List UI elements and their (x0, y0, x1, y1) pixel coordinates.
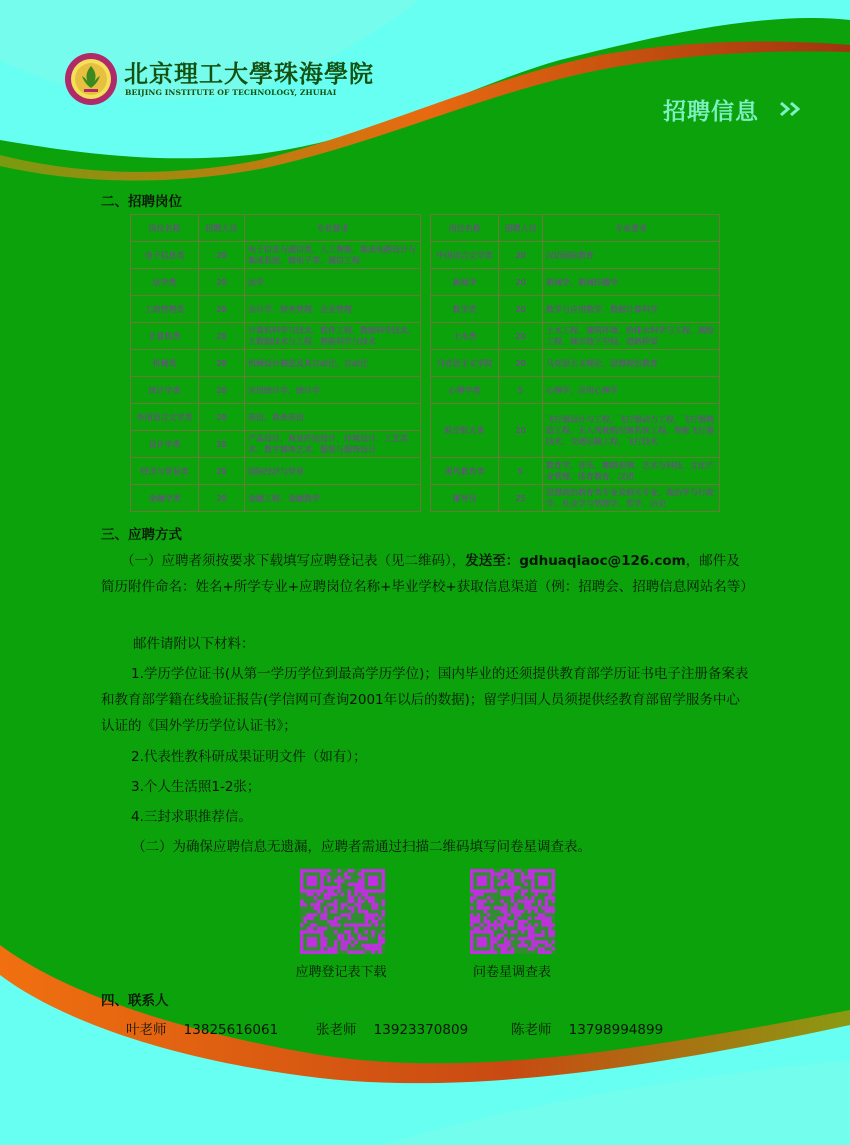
cell-position: 土木类 (431, 323, 499, 350)
header-requirements: 专业要求 (245, 215, 421, 242)
application-intro: （一）应聘者须按要求下载填写应聘登记表（见二维码）， (121, 553, 466, 569)
table-row (131, 458, 421, 485)
cell-requirements: 土木工程、建筑环境、给排水科学与工程、测绘工程、城市地下空间、道路桥梁 (543, 323, 720, 350)
cell-requirements: 金融工程、金融数学 (245, 485, 421, 512)
table-row (431, 377, 720, 404)
cell-position: 心理学类 (431, 377, 499, 404)
cell-requirements: 会计学、财务管理、企业管理 (245, 296, 421, 323)
cell-position: 航空航天类 (431, 404, 499, 458)
header-requirements: 专业要求 (543, 215, 720, 242)
positions-table-left (130, 214, 421, 512)
cell-count: 20 (499, 296, 543, 323)
attachment-item-4: 4.三封求职推荐信。 (131, 809, 252, 825)
cell-requirements: 应用统计学、统计学 (245, 377, 421, 404)
cell-requirements: 英语、商务英语 (245, 404, 421, 431)
cell-position: 电子信息类 (131, 242, 199, 269)
school-name-cn: 北京理工大學珠海學院 (124, 59, 374, 88)
cell-position: 辅导员 (431, 485, 499, 512)
cell-position: 金融学类 (131, 485, 199, 512)
cell-count: 20 (199, 377, 245, 404)
application-paragraph-1 (101, 548, 754, 600)
cell-count: 20 (199, 296, 245, 323)
cell-count: 20 (199, 404, 245, 431)
table-row (131, 269, 421, 296)
cell-count: 20 (499, 242, 543, 269)
attachments-intro: 邮件请附以下材料： (133, 636, 255, 652)
cell-position: 中国语言文学类 (431, 242, 499, 269)
cell-position: 设计学类 (131, 431, 199, 458)
contact-phone[interactable]: 13825616061 (183, 1022, 279, 1038)
table-header-row (131, 215, 421, 242)
cell-requirements: 飞行器设计与工程、飞行器动力工程、飞行器制造工程、无人驾驶航空器系统工程、智能飞行器技术、交通运输工程、飞行技术 (543, 404, 720, 458)
registration-form-qr-code[interactable] (300, 869, 385, 954)
cell-count: 20 (199, 431, 245, 458)
table-row (131, 404, 421, 431)
questionnaire-paragraph: （二）为确保应聘信息无遗漏，应聘者需通过扫描二维码填写问卷星调查表。 (132, 839, 591, 855)
table-row (131, 323, 421, 350)
cell-position: 法学类 (131, 269, 199, 296)
cell-position: 机械类 (131, 350, 199, 377)
cell-position: 统计学类 (131, 377, 199, 404)
cell-count: 20 (499, 404, 543, 458)
table-row (431, 242, 720, 269)
double-chevron-right-icon (779, 101, 803, 117)
section-title-application: 三、应聘方式 (101, 527, 182, 543)
attachment-item-2: 2.代表性教科研成果证明文件（如有）； (131, 749, 367, 765)
table-row (431, 323, 720, 350)
cell-position: 新闻学 (431, 269, 499, 296)
cell-requirements: 国际经济与贸易 (245, 458, 421, 485)
application-naming-rule: ，邮件及简历附件命名：姓名+所学专业+应聘岗位名称+毕业学校+获取信息渠道（例：招聘会、招聘信息网站名等） (101, 553, 754, 595)
header-position: 岗位名称 (431, 215, 499, 242)
cell-count: 20 (499, 269, 543, 296)
cell-count: 20 (199, 323, 245, 350)
registration-form-qr-label: 应聘登记表下载 (295, 965, 387, 980)
questionnaire-qr-label: 问卷星调查表 (472, 965, 551, 980)
attachment-item-1: 1.学历学位证书(从第一学历学位到最高学历学位)；国内毕业的还须提供教育部学历证书电子注册备案表和教育部学籍在线验证报告(学信网可查询2001年以后的数据)；留学归国人员须提供经教育部留学服务中心认证的《国外学历学位认证书》； (101, 666, 749, 734)
cell-requirements: 机械设计制造及其自动化、自动化 (245, 350, 421, 377)
table-row (431, 485, 720, 512)
header-count: 招聘人员 (199, 215, 245, 242)
questionnaire-qr-code[interactable] (470, 869, 555, 954)
cell-requirements: 法学 (245, 269, 421, 296)
cell-requirements: 思想政治教育类专业及相关专业、政治学与行政学、社会学与管理学、哲学、历史 (543, 485, 720, 512)
cell-count: 20 (499, 350, 543, 377)
school-emblem-icon (64, 52, 118, 106)
cell-position: 计算机类 (131, 323, 199, 350)
school-name-en: BEIJING INSTITUTE OF TECHNOLOGY, ZHUHAI (125, 88, 337, 97)
cell-count: 20 (199, 485, 245, 512)
cell-requirements: 电子信息与通信类、人工智能、集成电路设计与集成系统、微电子等、通信工程 (245, 242, 421, 269)
header-count: 招聘人员 (499, 215, 543, 242)
contact-item (126, 1018, 278, 1038)
table-row (131, 377, 421, 404)
section-title-contacts: 四、联系人 (101, 993, 169, 1009)
page-title: 招聘信息 (663, 99, 759, 125)
contact-phone[interactable]: 13798994899 (568, 1022, 664, 1038)
application-email[interactable]: 发送至：gdhuaqiaoc@126.com (465, 553, 686, 569)
positions-table-right (430, 214, 720, 512)
cell-requirements: 计算机科学与技术、软件工程、数据科学技术、大数据技术与工程、智能科学与技术 (245, 323, 421, 350)
table-row (431, 269, 720, 296)
cell-requirements: 新闻学、新闻传播学 (543, 269, 720, 296)
cell-position: 马克思主义学院 (431, 350, 499, 377)
table-row (131, 350, 421, 377)
table-row (131, 431, 421, 458)
table-row (431, 350, 720, 377)
header-position: 岗位名称 (131, 215, 199, 242)
attachment-item-3: 3.个人生活照1-2张； (131, 779, 261, 795)
cell-count: 20 (199, 269, 245, 296)
cell-count: 5 (499, 377, 543, 404)
cell-requirements: 心理学、应用心理学 (543, 377, 720, 404)
cell-requirements: 数学与应用数学、数据计算科学 (543, 296, 720, 323)
contact-name: 叶老师 (126, 1022, 167, 1038)
cell-position: 工商管理类 (131, 296, 199, 323)
cell-requirements: 产品设计、视觉传达设计、环境设计、工艺美术、数字媒体艺术、服装与服饰设计 (245, 431, 421, 458)
cell-count: 20 (199, 458, 245, 485)
cell-position: 外国语言文学类 (131, 404, 199, 431)
contact-item (316, 1018, 468, 1038)
cell-count: 20 (199, 350, 245, 377)
table-row (431, 458, 720, 485)
cell-requirements: 教育学、音乐、舞蹈表演、艺术与科技、文化产业管理、体育教育、汉语 (543, 458, 720, 485)
cell-position: 数学类 (431, 296, 499, 323)
cell-requirements: 汉语国际教育 (543, 242, 720, 269)
table-header-row (431, 215, 720, 242)
contact-phone[interactable]: 13923370809 (373, 1022, 469, 1038)
table-row (131, 296, 421, 323)
contact-name: 张老师 (316, 1022, 357, 1038)
section-title-positions: 二、招聘岗位 (101, 194, 182, 210)
cell-count: 20 (199, 242, 245, 269)
table-row (131, 242, 421, 269)
table-row (131, 485, 421, 512)
cell-count: 5 (499, 458, 543, 485)
table-row (431, 404, 720, 458)
cell-position: 现代教育类 (431, 458, 499, 485)
cell-count: 25 (499, 485, 543, 512)
cell-position: 经济与贸易类 (131, 458, 199, 485)
cell-requirements: 马克思主义理论、思想政治教育 (543, 350, 720, 377)
contact-name: 陈老师 (511, 1022, 552, 1038)
table-row (431, 296, 720, 323)
contact-item (511, 1018, 663, 1038)
cell-count: 20 (499, 323, 543, 350)
